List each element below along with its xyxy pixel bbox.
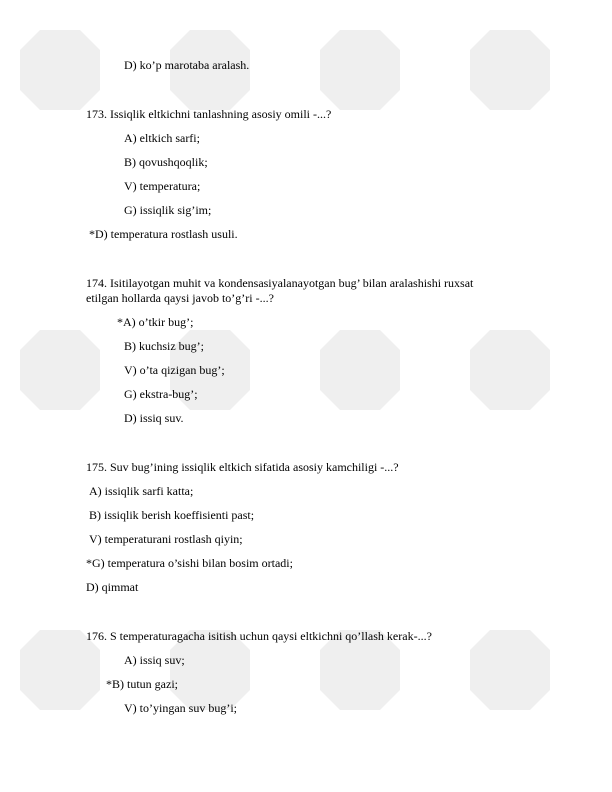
option-a: A) issiq suv; [124,653,185,667]
option-d-correct: *D) temperatura rostlash usuli. [89,227,238,241]
question-173: 173. Issiqlik eltkichni tanlashning asosiy omili -...? [86,107,332,121]
option-b-correct: *B) tutun gazi; [106,677,178,691]
option-g: G) ekstra-bug’; [124,387,198,401]
option-b: B) issiqlik berish koeffisienti past; [89,508,255,522]
option-g-correct: *G) temperatura o’sishi bilan bosim ortadi; [86,556,293,570]
option-a-correct: *A) o’tkir bug’; [117,315,194,329]
option-d: D) ko’p marotaba aralash. [124,58,250,72]
option-a: A) eltkich sarfi; [124,131,200,145]
question-174-cont: etilgan hollarda qaysi javob to’g’ri -...? [86,291,274,305]
question-175: 175. Suv bug’ining issiqlik eltkich sifatida asosiy kamchiligi -...? [86,460,399,474]
option-v: V) temperatura; [124,179,201,193]
option-d: D) qimmat [86,580,139,594]
option-v: V) o’ta qizigan bug’; [124,363,225,377]
option-b: B) kuchsiz bug’; [124,339,204,353]
option-v: V) to’yingan suv bug’i; [124,701,237,715]
option-b: B) qovushqoqlik; [124,155,208,169]
question-174: 174. Isitilayotgan muhit va kondensasiyalanayotgan bug’ bilan aralashishi ruxsat [86,276,474,290]
option-g: G) issiqlik sig’im; [124,203,212,217]
option-v: V) temperaturani rostlash qiyin; [89,532,243,546]
question-176: 176. S temperaturagacha isitish uchun qaysi eltkichni qo’llash kerak-...? [86,629,432,643]
option-a: A) issiqlik sarfi katta; [89,484,194,498]
option-d: D) issiq suv. [124,411,184,425]
